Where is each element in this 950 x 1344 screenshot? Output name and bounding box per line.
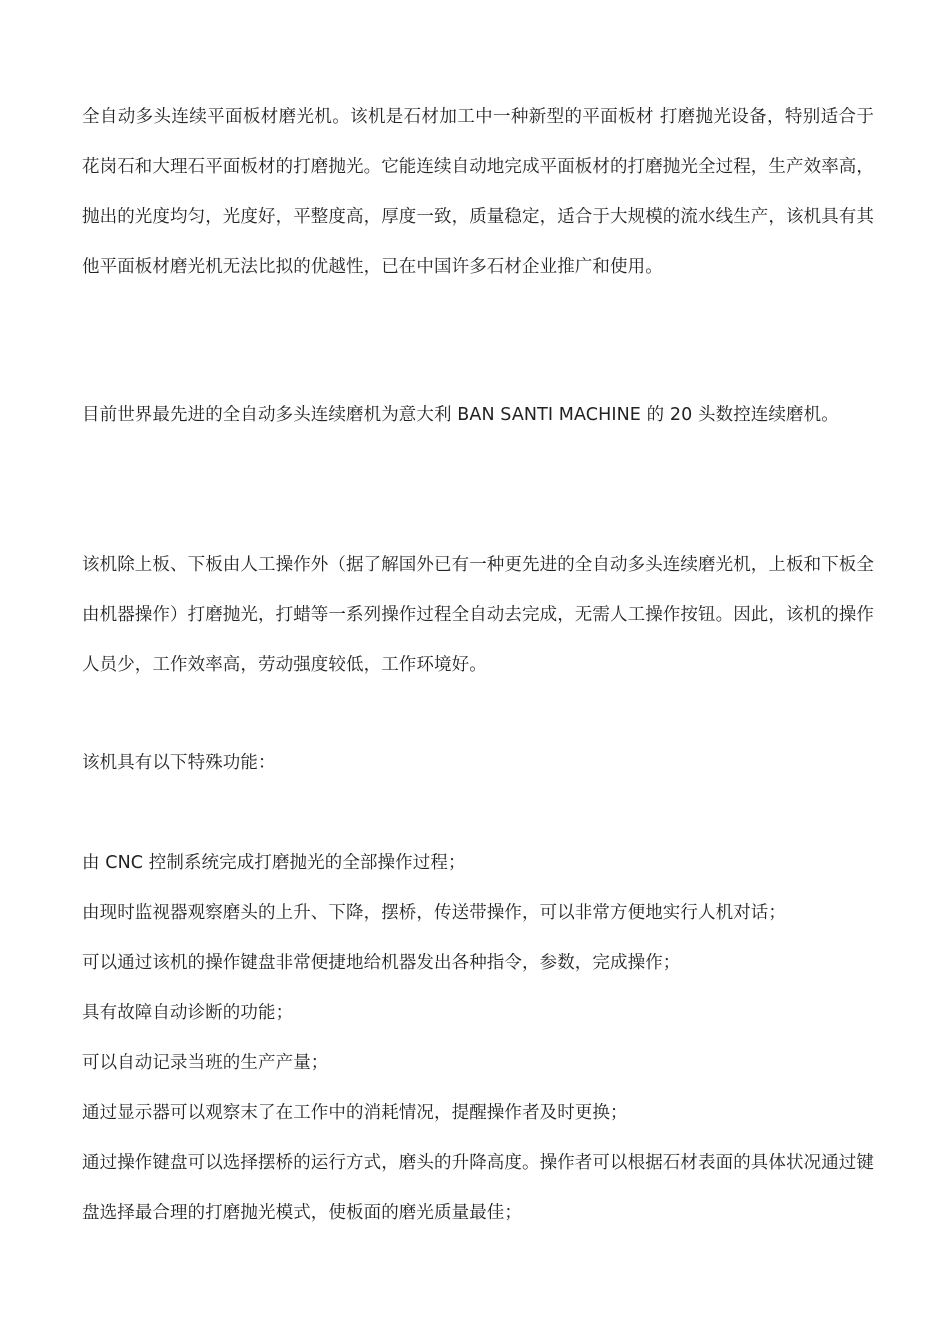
intro-paragraph: 全自动多头连续平面板材磨光机。该机是石材加工中一种新型的平面板材 打磨抛光设备，特别适合于花岗石和大理石平面板材的打磨抛光。它能连续自动地完成平面板材的打磨抛光全过程，生产效率高，抛出的光度均匀，光度好，平整度高，厚度一致，质量稳定，适合于大规模的流水线生产，该机具有其他平面板材磨光机无法比拟的优越性，已在中国许多石材企业推广和使用。 [82,107,874,277]
feature-item: 具有故障自动诊断的功能； [82,1003,294,1023]
feature-item: 可以通过该机的操作键盘非常便捷地给机器发出各种指令，参数，完成操作； [82,953,681,973]
operation-paragraph: 该机除上板、下板由人工操作外（据了解国外已有一种更先进的全自动多头连续磨光机，上板和下板全由机器操作）打磨抛光，打蜡等一系列操作过程全自动去完成，无需人工操作按钮。因此，该机的操作人员少，工作效率高，劳动强度较低，工作环境好。 [82,555,874,675]
feature-item: 通过显示器可以观察末了在工作中的消耗情况，提醒操作者及时更换； [82,1103,628,1123]
feature-item: 由 CNC 控制系统完成打磨抛光的全部操作过程； [82,853,466,873]
feature-item: 由现时监视器观察磨头的上升、下降，摆桥，传送带操作，可以非常方便地实行人机对话； [82,903,786,923]
advanced-machine-paragraph: 目前世界最先进的全自动多头连续磨机为意大利 BAN SANTI MACHINE 的 20 头数控连续磨机。 [82,405,839,425]
features-heading: 该机具有以下特殊功能： [82,753,276,773]
feature-list [82,838,874,1238]
feature-item: 可以自动记录当班的生产产量； [82,1053,329,1073]
feature-item: 通过操作键盘可以选择摆桥的运行方式，磨头的升降高度。操作者可以根据石材表面的具体状况通过键盘选择最合理的打磨抛光模式，使板面的磨光质量最佳； [82,1153,874,1223]
